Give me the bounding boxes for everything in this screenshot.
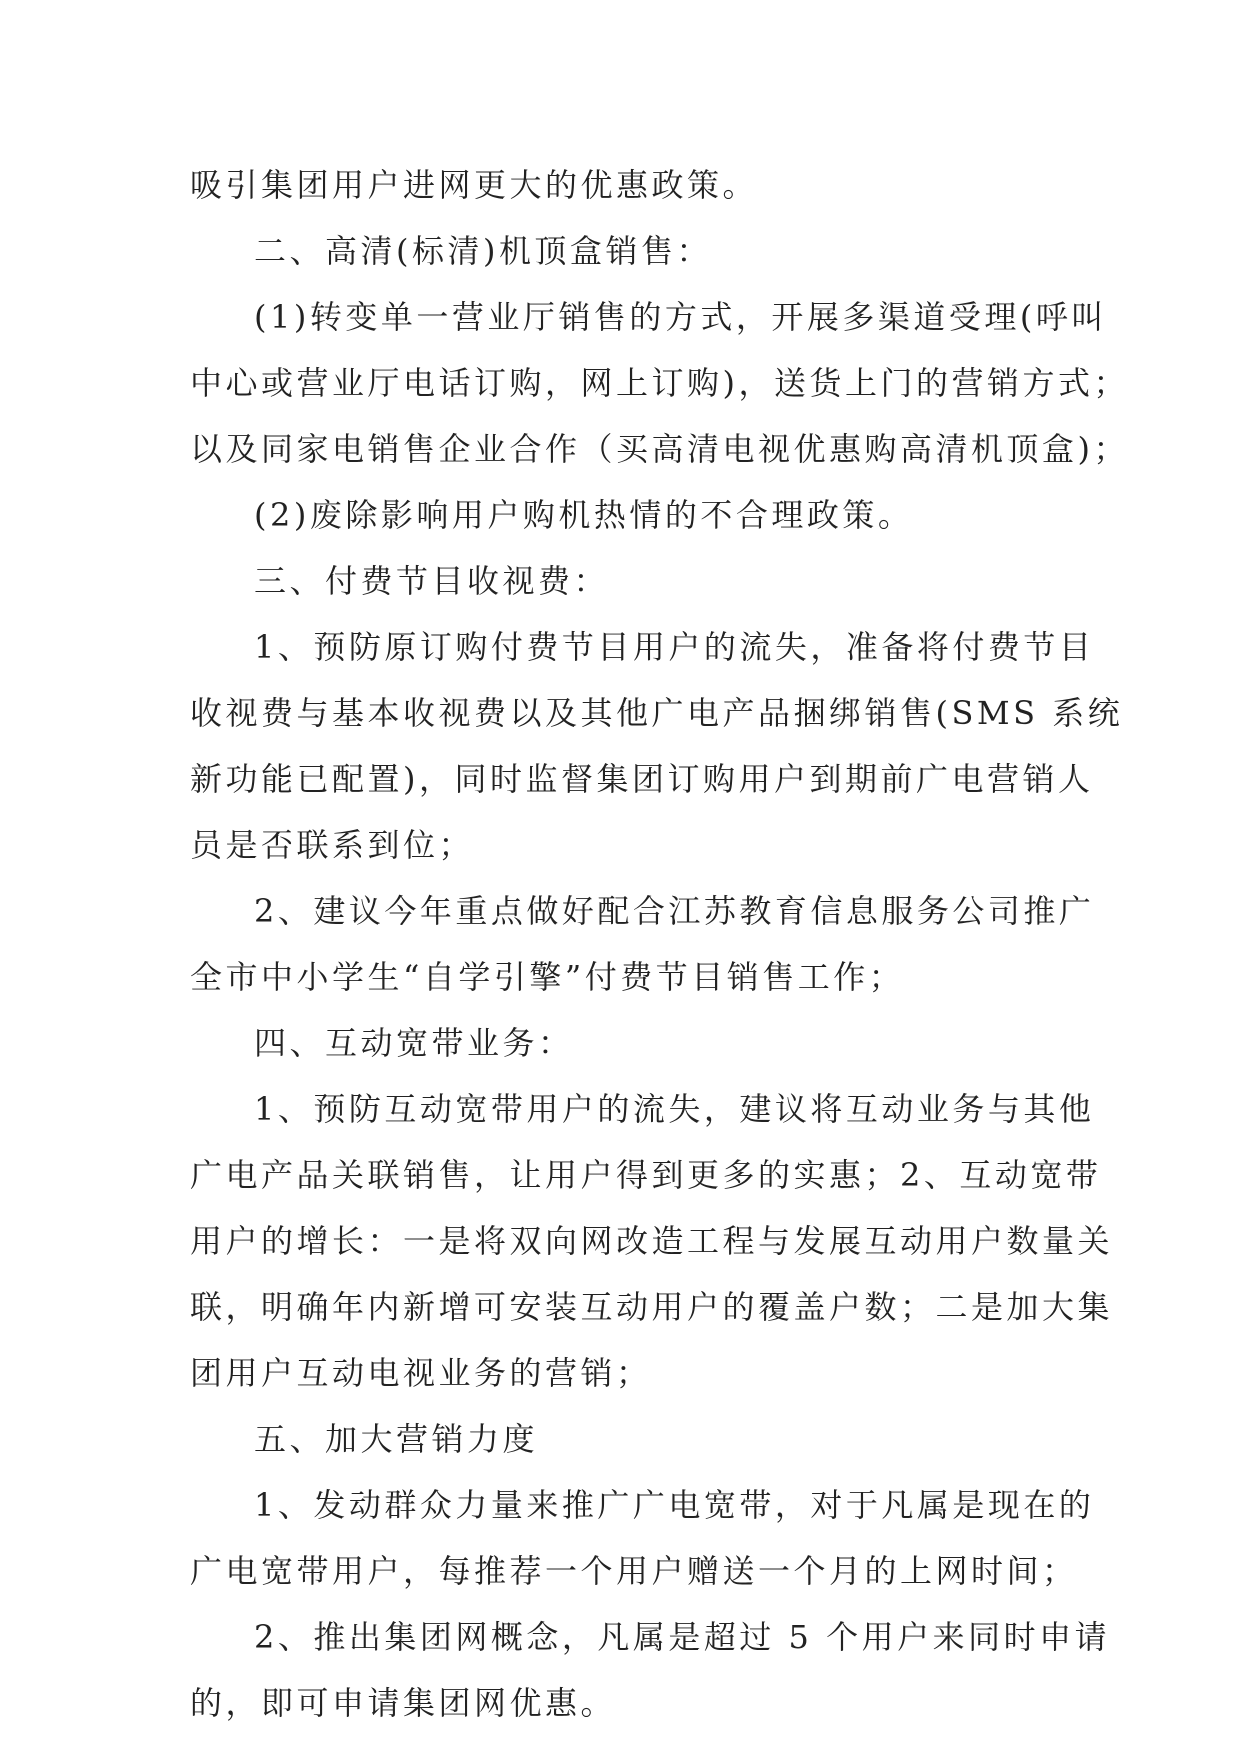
text-line: 收视费与基本收视费以及其他广电产品捆绑销售(SMS 系统	[190, 694, 1124, 732]
text-line: 1、发动群众力量来推广广电宽带，对于凡属是现在的	[254, 1486, 1095, 1524]
text-line: 联，明确年内新增可安装互动用户的覆盖户数；二是加大集	[190, 1288, 1114, 1326]
text-line: 用户的增长：一是将双向网改造工程与发展互动用户数量关	[190, 1222, 1114, 1260]
section-heading-marketing: 五、加大营销力度	[254, 1420, 539, 1458]
section-heading-interactive-broadband: 四、互动宽带业务：	[254, 1024, 574, 1062]
text-line: (1)转变单一营业厅销售的方式，开展多渠道受理(呼叫	[254, 298, 1107, 336]
text-line: 广电产品关联销售，让用户得到更多的实惠；2、互动宽带	[190, 1156, 1102, 1194]
text-line: 全市中小学生“自学引擎”付费节目销售工作；	[190, 958, 905, 996]
section-heading-hd-settop: 二、高清(标清)机顶盒销售：	[254, 232, 712, 270]
text-line: 广电宽带用户，每推荐一个用户赠送一个月的上网时间；	[190, 1552, 1078, 1590]
text-line: (2)废除影响用户购机热情的不合理政策。	[254, 496, 914, 534]
text-line: 1、预防互动宽带用户的流失，建议将互动业务与其他	[254, 1090, 1095, 1128]
text-line: 中心或营业厅电话订购，网上订购)，送货上门的营销方式；	[190, 364, 1129, 402]
text-line: 2、建议今年重点做好配合江苏教育信息服务公司推广	[254, 892, 1095, 930]
text-line: 团用户互动电视业务的营销；	[190, 1354, 652, 1392]
text-line: 吸引集团用户进网更大的优惠政策。	[190, 166, 759, 204]
text-line: 2、推出集团网概念，凡属是超过 5 个用户来同时申请	[254, 1618, 1111, 1656]
section-heading-paid-programs: 三、付费节目收视费：	[254, 562, 610, 600]
text-line: 以及同家电销售企业合作（买高清电视优惠购高清机顶盒)；	[190, 430, 1129, 468]
text-line: 的，即可申请集团网优惠。	[190, 1684, 617, 1722]
text-line: 1、预防原订购付费节目用户的流失，准备将付费节目	[254, 628, 1095, 666]
text-line: 新功能已配置)，同时监督集团订购用户到期前广电营销人	[190, 760, 1094, 798]
text-line: 员是否联系到位；	[190, 826, 475, 864]
